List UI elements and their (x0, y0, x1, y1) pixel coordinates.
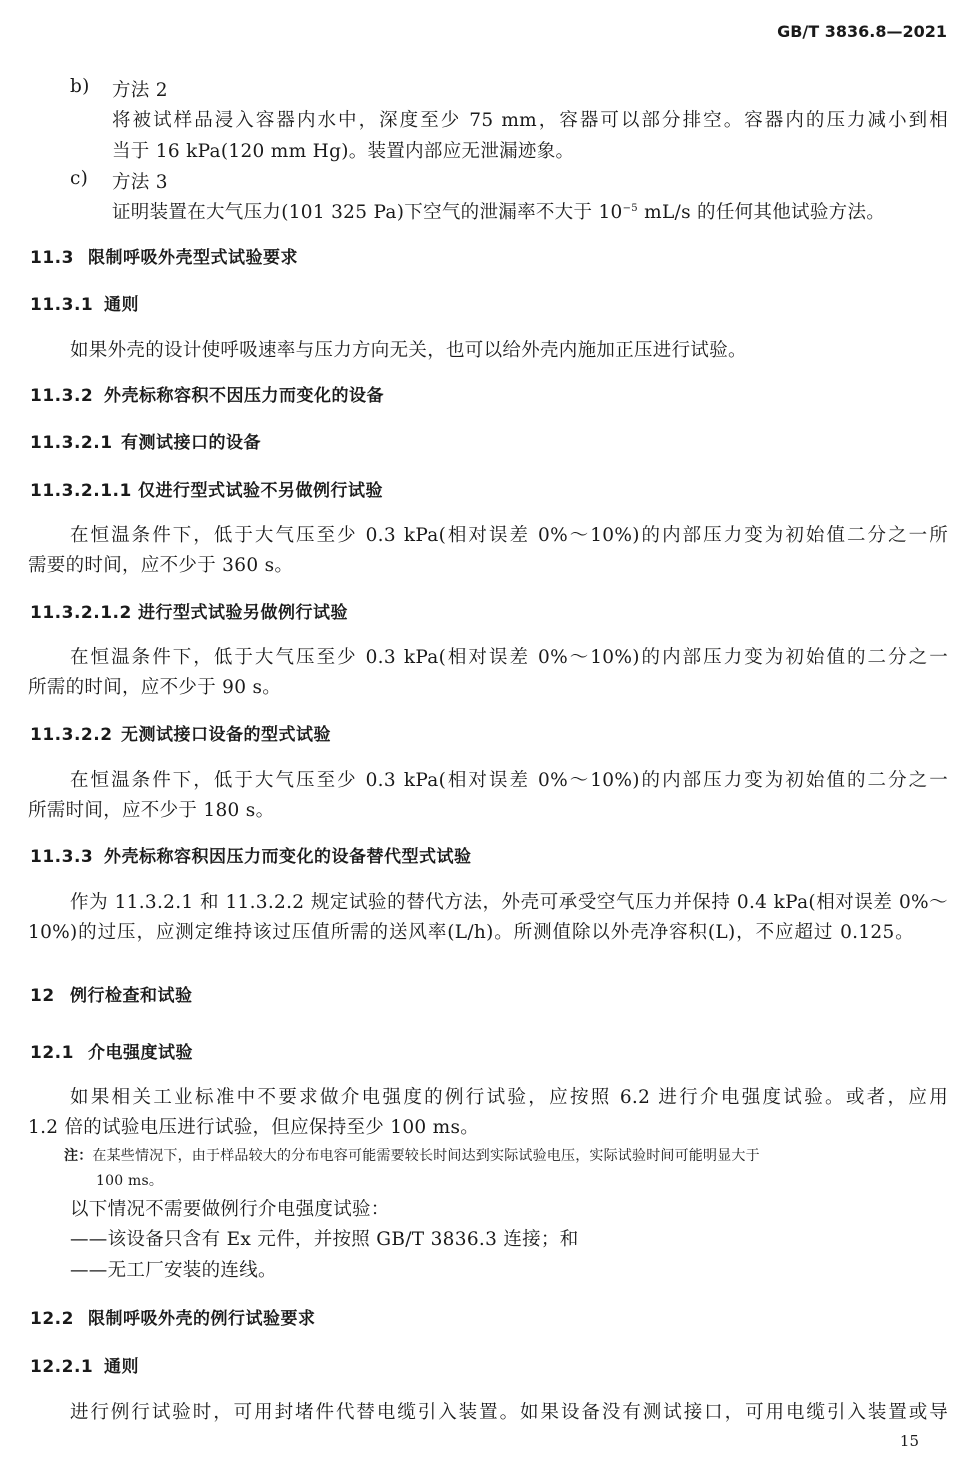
heading-number: 11.3.1 (30, 295, 94, 315)
dash-item-1: ——该设备只含有 Ex 元件，并按照 GB/T 3836.3 连接；和 (70, 1229, 579, 1250)
list-item-marker-b: b) (70, 76, 90, 97)
method-3-line (112, 198, 885, 224)
heading-title: 通则 (104, 295, 139, 315)
heading-title: 仅进行型式试验不另做例行试验 (138, 481, 383, 501)
heading-number: 12.1 (30, 1043, 74, 1063)
method-3-text-pre: 证明装置在大气压力(101 325 Pa)下空气的泄漏率不大于 10 (112, 202, 623, 223)
method-2-line-2: 当于 16 kPa(120 mm Hg)。装置内部应无泄漏迹象。 (112, 141, 575, 162)
heading-title: 例行检查和试验 (70, 986, 193, 1006)
method-2-title: 方法 2 (112, 80, 168, 101)
heading-number: 11.3.3 (30, 847, 94, 867)
note-line-1 (64, 1145, 760, 1165)
heading-12-1 (30, 1038, 193, 1063)
paragraph-12-1-line-1: 如果相关工业标准中不要求做介电强度的例行试验，应按照 6.2 进行介电强度试验。或者，应用 (70, 1087, 948, 1108)
paragraph-11-3-2-2-line-2: 所需时间，应不少于 180 s。 (28, 800, 275, 821)
method-3-text-post: mL/s 的任何其他试验方法。 (637, 202, 886, 223)
paragraph-11-3-2-1-1-line-1: 在恒温条件下，低于大气压至少 0.3 kPa(相对误差 0%～10%)的内部压力变为初始值二分之一所 (70, 525, 948, 546)
note-label: 注： (64, 1148, 93, 1164)
paragraph-11-3-2-1-2-line-1: 在恒温条件下，低于大气压至少 0.3 kPa(相对误差 0%～10%)的内部压力变为初始值的二分之一 (70, 647, 948, 668)
heading-number: 12 (30, 986, 55, 1006)
heading-title: 进行型式试验另做例行试验 (138, 603, 348, 623)
paragraph-11-3-1: 如果外壳的设计使呼吸速率与压力方向无关，也可以给外壳内施加正压进行试验。 (70, 340, 747, 361)
heading-title: 限制呼吸外壳型式试验要求 (88, 248, 298, 268)
paragraph-11-3-3-line-1: 作为 11.3.2.1 和 11.3.2.2 规定试验的替代方法，外壳可承受空气压力并保持 0.4 kPa(相对误差 0%～ (70, 892, 948, 913)
method-3-title: 方法 3 (112, 172, 168, 193)
heading-12 (30, 981, 193, 1006)
paragraph-12-1-line-2: 1.2 倍的试验电压进行试验，但应保持至少 100 ms。 (28, 1117, 480, 1138)
heading-11-3-2 (30, 381, 384, 406)
paragraph-11-3-2-1-2-line-2: 所需的时间，应不少于 90 s。 (28, 677, 282, 698)
heading-number: 11.3.2.1 (30, 433, 113, 453)
heading-11-3 (30, 243, 298, 268)
heading-number: 12.2 (30, 1309, 74, 1329)
heading-11-3-2-1-1 (30, 476, 383, 501)
page-number: 15 (899, 1432, 919, 1450)
paragraph-12-1-intro: 以下情况不需要做例行介电强度试验： (70, 1199, 390, 1220)
heading-11-3-3 (30, 842, 472, 867)
paragraph-11-3-3-line-2: 10%)的过压，应测定维持该过压值所需的送风率(L/h)。所测值除以外壳净容积(L)，不应超过 0.125。 (28, 922, 914, 943)
note-line-2: 100 ms。 (96, 1173, 164, 1189)
heading-title: 限制呼吸外壳的例行试验要求 (88, 1309, 316, 1329)
heading-11-3-2-1 (30, 428, 261, 453)
list-item-marker-c: c) (70, 168, 89, 189)
heading-number: 12.2.1 (30, 1357, 94, 1377)
heading-11-3-1 (30, 290, 139, 315)
note-text: 在某些情况下，由于样品较大的分布电容可能需要较长时间达到实际试验电压，实际试验时间可能明显大于 (92, 1148, 760, 1164)
dash-item-2: ——无工厂安装的连线。 (70, 1260, 277, 1281)
heading-title: 介电强度试验 (88, 1043, 193, 1063)
method-3-exponent: −5 (622, 202, 638, 214)
heading-number: 11.3 (30, 248, 74, 268)
standard-code: GB/T 3836.8—2021 (777, 22, 947, 41)
paragraph-12-2-1-line-1: 进行例行试验时，可用封堵件代替电缆引入装置。如果设备没有测试接口，可用电缆引入装置或导 (70, 1402, 948, 1423)
heading-12-2 (30, 1304, 316, 1329)
heading-title: 外壳标称容积因压力而变化的设备替代型式试验 (104, 847, 472, 867)
heading-number: 11.3.2.1.2 (30, 603, 132, 623)
heading-title: 外壳标称容积不因压力而变化的设备 (104, 386, 384, 406)
heading-11-3-2-1-2 (30, 598, 348, 623)
paragraph-11-3-2-1-1-line-2: 需要的时间，应不少于 360 s。 (28, 555, 294, 576)
heading-12-2-1 (30, 1352, 139, 1377)
heading-title: 有测试接口的设备 (121, 433, 261, 453)
heading-number: 11.3.2 (30, 386, 94, 406)
paragraph-11-3-2-2-line-1: 在恒温条件下，低于大气压至少 0.3 kPa(相对误差 0%～10%)的内部压力变为初始值的二分之一 (70, 770, 948, 791)
method-2-line-1: 将被试样品浸入容器内水中，深度至少 75 mm，容器可以部分排空。容器内的压力减小到相 (112, 110, 948, 131)
heading-number: 11.3.2.1.1 (30, 481, 132, 501)
heading-title: 通则 (104, 1357, 139, 1377)
heading-title: 无测试接口设备的型式试验 (121, 725, 331, 745)
heading-number: 11.3.2.2 (30, 725, 113, 745)
heading-11-3-2-2 (30, 720, 331, 745)
